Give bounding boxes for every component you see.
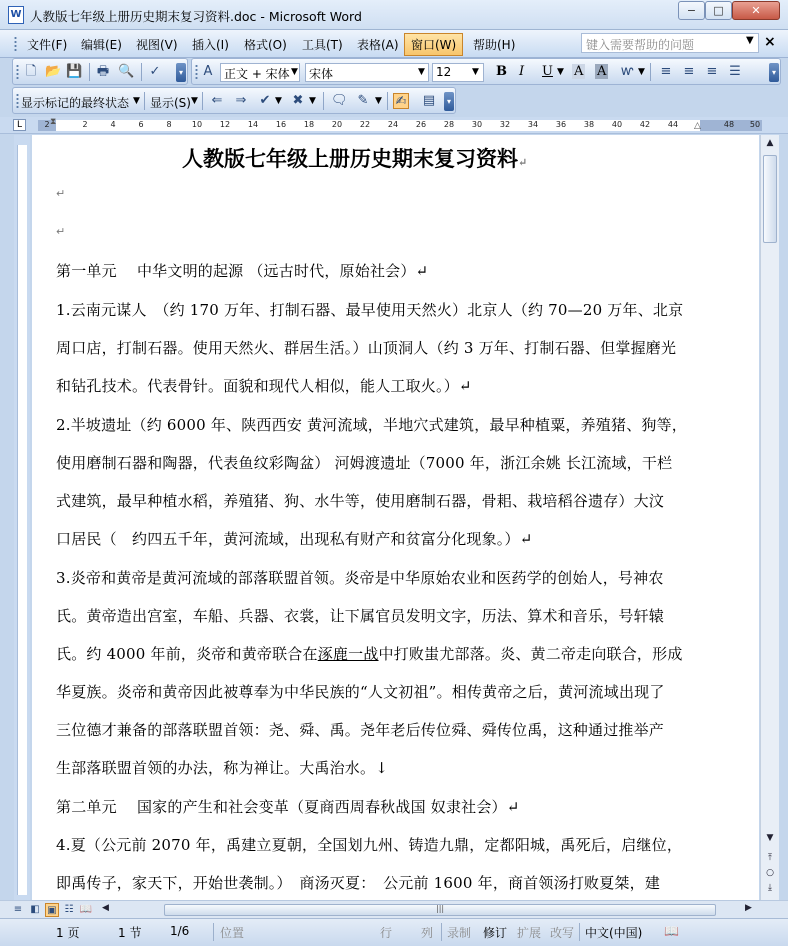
status-page-of: 1/6: [170, 924, 190, 938]
ruler-tick: 36: [555, 120, 567, 129]
chevron-down-icon[interactable]: ▼: [191, 96, 198, 106]
doc-line: 第二单元 国家的产生和社会变革（夏商西周春秋战国 奴隶社会）↵: [56, 798, 520, 816]
insert-comment-icon[interactable]: 🗨: [331, 93, 348, 108]
doc-line: 3.炎帝和黄帝是黄河流域的部落联盟首领。炎帝是中华原始农业和医药学的创始人，号神农: [56, 569, 664, 587]
toolbar-options-chevron-icon[interactable]: ▾: [176, 63, 186, 82]
chevron-down-icon[interactable]: ▼: [638, 67, 645, 77]
menu-format[interactable]: 格式(O): [244, 38, 287, 52]
menu-view[interactable]: 视图(V): [136, 38, 178, 52]
first-line-indent-marker[interactable]: ⧗: [50, 117, 57, 127]
underline-button[interactable]: U: [542, 64, 553, 79]
align-right-icon[interactable]: ≡: [706, 64, 718, 79]
status-language[interactable]: 中文(中国): [585, 926, 643, 940]
reviewing-toolbar: [12, 87, 456, 114]
doc-line-text: 氏。约 4000 年前，炎帝和黄帝联合在: [56, 645, 318, 663]
help-search-input[interactable]: 键入需要帮助的问题: [581, 33, 759, 53]
ruler-tick: 2: [82, 120, 88, 129]
show-menu-button[interactable]: 显示(S): [150, 96, 191, 110]
previous-change-icon[interactable]: ⇐: [211, 93, 223, 108]
horizontal-ruler: [0, 117, 788, 134]
document-title-text: 人教版七年级上册历史期末复习资料: [182, 146, 518, 171]
outline-view-icon[interactable]: ☷: [64, 904, 74, 915]
toolbar-options-chevron-icon[interactable]: ▾: [444, 92, 454, 111]
normal-view-icon[interactable]: ≡: [13, 904, 23, 915]
vertical-scrollbar[interactable]: [760, 135, 779, 900]
accept-change-icon[interactable]: ✔: [259, 93, 271, 108]
spelling-status-icon[interactable]: 📖: [664, 924, 679, 938]
menu-edit[interactable]: 编辑(E): [81, 38, 122, 52]
next-change-icon[interactable]: ⇒: [235, 93, 247, 108]
toolbar-grip[interactable]: [16, 93, 19, 109]
ruler-tick: 32: [499, 120, 511, 129]
doc-line: 和钻孔技术。代表骨针。面貌和现代人相似，能人工取火。）↵: [56, 377, 472, 395]
doc-line: 生部落联盟首领的办法，称为禅让。大禹治水。↓: [56, 759, 388, 777]
toolbar-separator: [202, 92, 203, 110]
status-extend[interactable]: 扩展: [517, 926, 542, 940]
help-dropdown-arrow-icon[interactable]: ▼: [746, 35, 754, 46]
status-track-changes[interactable]: 修订: [483, 926, 508, 940]
ruler-tick: 30: [471, 120, 483, 129]
chevron-down-icon[interactable]: ▼: [275, 96, 282, 106]
scroll-up-icon[interactable]: ▲: [766, 138, 774, 148]
doc-line: 即禹传子，家天下，开始世袭制。） 商汤灭夏： 公元前 1600 年，商首领汤打败夏桀，建: [56, 874, 661, 892]
toolbar-separator: [89, 63, 90, 81]
track-changes-icon[interactable]: ✍: [393, 93, 409, 109]
menu-table[interactable]: 表格(A): [357, 38, 399, 52]
menu-tools[interactable]: 工具(T): [302, 38, 343, 52]
formatting-toolbar: [191, 58, 781, 85]
character-shading-button[interactable]: A: [597, 64, 607, 79]
doc-line: 1.云南元谋人 （约 170 万年、打制石器、最早使用天然火）北京人（约 70—20 万年、北京: [56, 301, 684, 319]
reviewing-pane-icon[interactable]: ▤: [422, 93, 436, 108]
doc-line: 第一单元 中华文明的起源 （远古时代，原始社会）↵: [56, 262, 429, 280]
vertical-ruler-body[interactable]: [17, 145, 27, 895]
toolbar-grip[interactable]: [16, 64, 19, 80]
doc-line: 使用磨制石器和陶器，代表鱼纹彩陶盆） 河姆渡遗址（7000 年，浙江余姚 长江流域，干栏: [56, 454, 673, 472]
ruler-tick: 24: [387, 120, 399, 129]
document-page[interactable]: [32, 135, 759, 900]
align-center-icon[interactable]: ≡: [683, 64, 695, 79]
ruler-body[interactable]: [38, 120, 762, 131]
spelling-icon[interactable]: ✓: [149, 64, 161, 79]
scroll-grip-icon: |||: [436, 904, 445, 913]
doc-line: 华夏族。炎帝和黄帝因此被尊奉为中华民族的“人文初祖”。相传黄帝之后，黄河流域出现了: [56, 683, 665, 701]
reading-layout-icon[interactable]: 📖: [79, 904, 93, 915]
toolbar-grip[interactable]: [195, 64, 198, 80]
tab-selector-icon[interactable]: L: [13, 119, 26, 131]
styles-pane-icon[interactable]: A: [203, 64, 213, 79]
status-section: 1 节: [118, 926, 142, 940]
ruler-tick: 50: [749, 120, 761, 129]
ruler-tick: 42: [639, 120, 651, 129]
status-page: 1 页: [56, 926, 80, 940]
scroll-down-icon[interactable]: ▼: [766, 833, 774, 843]
ruler-tick: 8: [166, 120, 172, 129]
save-icon[interactable]: 💾: [66, 64, 83, 79]
ruler-tick: 18: [303, 120, 315, 129]
status-position: 位置: [220, 926, 245, 940]
menu-insert[interactable]: 插入(I): [192, 38, 229, 52]
chevron-down-icon[interactable]: ▼: [557, 67, 564, 77]
minimize-button[interactable]: −: [678, 1, 705, 20]
character-border-button[interactable]: A: [574, 64, 584, 79]
chevron-down-icon[interactable]: ▼: [418, 67, 425, 77]
print-layout-icon[interactable]: ▣: [45, 903, 59, 917]
doc-line: 周口店，打制石器。使用天然火、群居生活。）山顶洞人（约 3 万年、打制石器、但掌握磨光: [56, 339, 677, 357]
ruler-tick: 10: [191, 120, 203, 129]
markup-view-combo[interactable]: 显示标记的最终状态: [21, 96, 130, 110]
menubar-grip[interactable]: [14, 36, 17, 52]
status-bar: [0, 918, 788, 946]
status-record[interactable]: 录制: [447, 926, 472, 940]
chevron-down-icon[interactable]: ▼: [133, 96, 140, 106]
toolbar-separator: [144, 92, 145, 110]
status-overtype[interactable]: 改写: [550, 926, 575, 940]
distributed-align-icon[interactable]: ☰: [729, 64, 741, 79]
chevron-down-icon[interactable]: ▼: [291, 67, 298, 77]
ruler-tick: 16: [275, 120, 287, 129]
select-browse-object-icon[interactable]: ○: [766, 868, 774, 878]
menu-window[interactable]: 窗口(W): [404, 33, 463, 56]
ruler-tick: 48: [723, 120, 735, 129]
doc-line: [56, 643, 726, 664]
ruler-tick: 12: [219, 120, 231, 129]
scroll-right-icon[interactable]: ▶: [745, 903, 752, 913]
empty-paragraph: ↵: [56, 225, 66, 238]
italic-button[interactable]: I: [519, 64, 525, 79]
maximize-button[interactable]: □: [705, 1, 732, 20]
print-icon[interactable]: 🖶: [96, 64, 110, 79]
web-layout-icon[interactable]: ◧: [30, 904, 40, 915]
status-line: 行: [380, 926, 393, 940]
doc-line: 式建筑，最早种植水稻，养殖猪、狗、水牛等，使用磨制石器，骨耜、栽培稻谷遗存）大汶: [56, 492, 665, 510]
doc-line: 口居民（ 约四五千年，黄河流域，出现私有财产和贫富分化现象。）↵: [56, 530, 533, 548]
window-title: 人教版七年级上册历史期末复习资料.doc - Microsoft Word: [30, 9, 362, 24]
vertical-ruler: [14, 135, 30, 900]
status-separator: [579, 923, 580, 941]
menu-help[interactable]: 帮助(H): [473, 38, 516, 52]
ruler-tick: 44: [667, 120, 679, 129]
align-left-icon[interactable]: ≡: [660, 64, 672, 79]
chevron-down-icon[interactable]: ▼: [309, 96, 316, 106]
print-preview-icon[interactable]: 🔍: [118, 64, 135, 79]
word-doc-icon: W: [8, 6, 24, 24]
close-button[interactable]: ✕: [732, 1, 780, 20]
previous-page-icon[interactable]: ⤒: [768, 853, 772, 863]
chevron-down-icon[interactable]: ▼: [472, 67, 479, 77]
ruler-tick: 14: [247, 120, 259, 129]
menu-file[interactable]: 文件(F): [27, 38, 68, 52]
ruler-tick: 26: [415, 120, 427, 129]
style-combo[interactable]: 正文 + 宋体: [220, 63, 300, 82]
font-size-combo[interactable]: 12: [432, 63, 484, 82]
ruler-tick: 38: [583, 120, 595, 129]
toolbar-separator: [323, 92, 324, 110]
open-icon[interactable]: 📂: [45, 64, 62, 79]
doc-line: 2.半坡遗址（约 6000 年、陕西西安 黄河流域，半地穴式建筑，最早种植粟，养殖猪、狗等，: [56, 416, 687, 434]
close-document-button[interactable]: ×: [764, 34, 776, 50]
scroll-left-icon[interactable]: ◀: [102, 903, 109, 913]
reject-change-icon[interactable]: ✖: [292, 93, 304, 108]
ruler-tick: 20: [331, 120, 343, 129]
highlight-icon[interactable]: ✎: [357, 93, 369, 108]
status-separator: [213, 923, 214, 941]
standard-toolbar: [12, 58, 188, 85]
toolbar-options-chevron-icon[interactable]: ▾: [769, 63, 779, 82]
next-page-icon[interactable]: ⤓: [768, 883, 772, 893]
toolbar-separator: [141, 63, 142, 81]
asian-layout-icon[interactable]: ⱳ: [620, 64, 634, 79]
toolbar-separator: [387, 92, 388, 110]
ruler-tick: 40: [611, 120, 623, 129]
horizontal-scroll-bar: [0, 900, 788, 918]
new-icon[interactable]: 🗋: [25, 64, 37, 79]
ruler-tick: 34: [527, 120, 539, 129]
doc-line: 氏。黄帝造出宫室，车船、兵器、衣裳，让下属官员发明文字，历法、算术和音乐，号轩辕: [56, 607, 665, 625]
ruler-tick: 22: [359, 120, 371, 129]
vertical-scroll-thumb[interactable]: [763, 155, 777, 243]
chevron-down-icon[interactable]: ▼: [375, 96, 382, 106]
empty-paragraph: ↵: [56, 187, 66, 200]
underlined-term: 涿鹿一战: [317, 645, 379, 663]
toolbar-separator: [650, 63, 651, 81]
doc-line-text: 中打败蚩尤部落。炎、黄二帝走向联合，形成: [378, 645, 683, 663]
doc-line: 4.夏（公元前 2070 年，禹建立夏朝，全国划九州、铸造九鼎，定都阳城，禹死后，启继位，: [56, 836, 683, 854]
document-title: [182, 143, 582, 173]
font-combo[interactable]: 宋体: [305, 63, 429, 82]
doc-line: 三位德才兼备的部落联盟首领：尧、舜、禹。尧年老后传位舜、舜传位禹，这种通过推举产: [56, 721, 665, 739]
ruler-tick: 2: [44, 120, 50, 129]
bold-button[interactable]: B: [496, 64, 507, 79]
title-bar: [0, 0, 788, 30]
status-column: 列: [421, 926, 434, 940]
paragraph-mark: ↵: [518, 156, 528, 169]
ruler-tick: 4: [110, 120, 116, 129]
ruler-tick: 28: [443, 120, 455, 129]
ruler-tick: 6: [138, 120, 144, 129]
status-separator: [441, 923, 442, 941]
right-indent-marker[interactable]: △: [694, 121, 701, 131]
